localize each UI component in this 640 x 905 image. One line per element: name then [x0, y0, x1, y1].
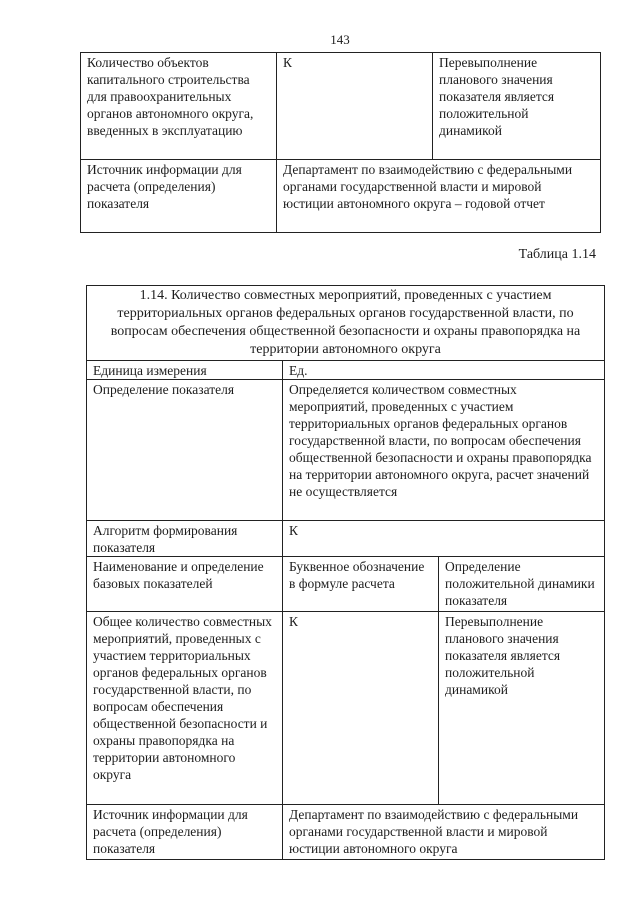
unit-value: Ед. [283, 361, 605, 380]
algorithm-value: К [283, 521, 605, 557]
table-cell: Перевыполнение планового значения показателя является положительной динамикой [433, 53, 601, 160]
table-cell: К [277, 53, 433, 160]
definition-value: Определяется количеством совместных мероприятий, проведенных с участием территориальных органов федеральных органов государственной власти, по вопросам обеспечения общественной безопасности и охраны правопорядка на территории автономного округа, расчет значений не осуществляется [283, 380, 605, 521]
table-row [81, 160, 601, 233]
total-events-label: Общее количество совместных мероприятий, проведенных с участием территориальных органов федеральных органов государственной власти, по вопросам обеспечения общественной безопасности и охраны правопорядка на территории автономного округа [87, 612, 283, 805]
table-cell: Источник информации для расчета (определения) показателя [81, 160, 277, 233]
main-table [86, 285, 605, 860]
source-value: Департамент по взаимодействию с федеральными органами государственной власти и мировой юстиции автономного округа [283, 805, 605, 860]
table-row [81, 53, 601, 160]
base-indicators-letter-header: Буквенное обозначение в формуле расчета [283, 557, 439, 612]
total-events-dynamics: Перевыполнение планового значения показателя является положительной динамикой [439, 612, 605, 805]
algorithm-label: Алгоритм формирования показателя [87, 521, 283, 557]
total-events-letter: К [283, 612, 439, 805]
unit-label: Единица измерения [87, 361, 283, 380]
table-title: 1.14. Количество совместных мероприятий, проведенных с участием территориальных органов федеральных органов государственной власти, по вопросам обеспечения общественной безопасности и охраны правопорядка на территории автономного округа [87, 286, 605, 361]
table-cell: Департамент по взаимодействию с федеральными органами государственной власти и мировой юстиции автономного округа – годовой отчет [277, 160, 601, 233]
base-indicators-dynamics-header: Определение положительной динамики показателя [439, 557, 605, 612]
page-number: 143 [330, 32, 350, 47]
base-indicators-label: Наименование и определение базовых показателей [87, 557, 283, 612]
source-label: Источник информации для расчета (определения) показателя [87, 805, 283, 860]
definition-label: Определение показателя [87, 380, 283, 521]
table-caption: Таблица 1.14 [518, 247, 596, 262]
table-cell: Количество объектов капитального строительства для правоохранительных органов автономного округа, введенных в эксплуатацию [81, 53, 277, 160]
top-table [80, 52, 601, 233]
